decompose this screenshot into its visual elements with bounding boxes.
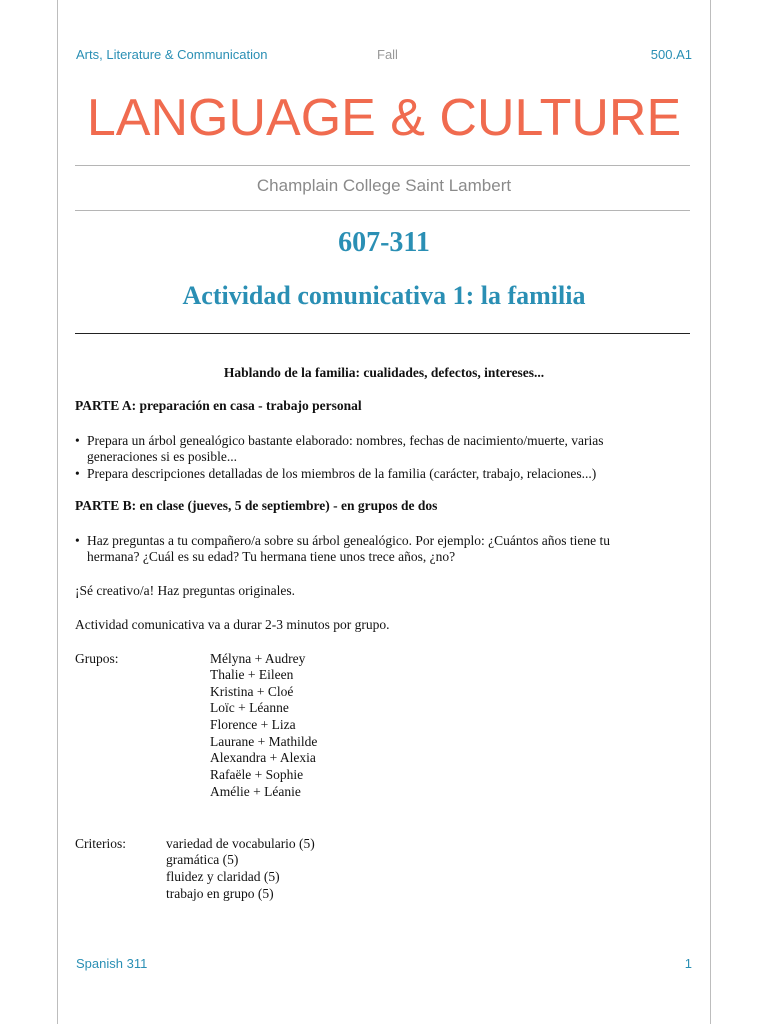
bullet-icon: • [75,466,80,481]
header-term: Fall [377,47,398,62]
banner-title: LANGUAGE & CULTURE [86,89,682,147]
criteria-label: Criterios: [75,836,126,851]
parte-a-bullet-2-line-1: Prepara descripciones detalladas de los miembros de la familia (carácter, trabajo, relaciones...) [87,466,597,481]
parte-a-heading: PARTE A: preparación en casa - trabajo personal [75,398,362,413]
footer-course: Spanish 311 [76,956,148,971]
criteria-item: gramática (5) [166,852,239,867]
group-item: Thalie + Eileen [210,667,294,682]
creative-note: ¡Sé creativo/a! Haz preguntas originales. [75,583,296,598]
criteria-item: variedad de vocabulario (5) [166,836,315,851]
group-item: Kristina + Cloé [210,684,294,699]
left-margin-line [57,0,58,1024]
criteria-item: trabajo en grupo (5) [166,886,274,901]
group-item: Rafaële + Sophie [210,767,304,782]
banner-subtitle: Champlain College Saint Lambert [256,176,512,195]
duration-note: Actividad comunicativa va a durar 2-3 minutos por grupo. [75,617,390,632]
parte-b-bullet-1-line-2: hermana? ¿Cuál es su edad? Tu hermana tiene unos trece años, ¿no? [87,549,456,564]
footer-page-number: 1 [684,956,692,971]
parte-a-bullet-1-line-1: Prepara un árbol genealógico bastante elaborado: nombres, fechas de nacimiento/muerte, varias [87,433,604,448]
bullet-icon: • [75,433,80,448]
header-department: Arts, Literature & Communication [76,47,268,62]
right-margin-line [710,0,711,1024]
bullet-icon: • [75,533,80,548]
course-code: 607-311 [338,227,430,258]
criteria-item: fluidez y claridad (5) [166,869,280,884]
body-heading: Hablando de la familia: cualidades, defectos, intereses... [223,365,545,380]
group-item: Laurane + Mathilde [210,734,318,749]
parte-b-heading: PARTE B: en clase (jueves, 5 de septiembre) - en grupos de dos [75,498,438,513]
parte-a-bullet-1-line-2: generaciones si es posible... [87,449,237,464]
section-divider [75,333,690,334]
parte-b-bullet-1-line-1: Haz preguntas a tu compañero/a sobre su árbol genealógico. Por ejemplo: ¿Cuántos años tiene tu [87,533,610,548]
group-item: Amélie + Léanie [210,784,301,799]
banner-rule-top [75,165,690,166]
activity-title: Actividad comunicativa 1: la familia [182,281,586,310]
groups-label: Grupos: [75,651,119,666]
group-item: Florence + Liza [210,717,296,732]
header-program-code: 500.A1 [650,47,692,62]
group-item: Loïc + Léanne [210,700,289,715]
group-item: Mélyna + Audrey [210,651,306,666]
banner-rule-bottom [75,210,690,211]
group-item: Alexandra + Alexia [210,750,316,765]
